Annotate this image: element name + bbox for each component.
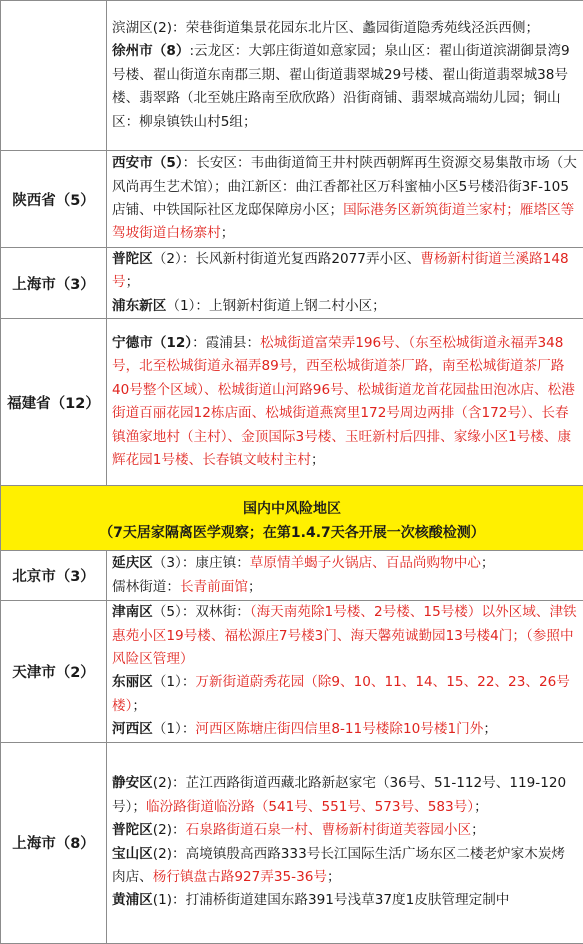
area-paragraph — [112, 843, 577, 890]
highlighted-area-text: 杨行镇盘古路927弄35-36号 — [153, 869, 327, 885]
district-label: 西安市（5） — [112, 155, 183, 171]
area-text: (2)：芷江西路街道西藏北路新赵家宅（36号、51-112号、119-120号）； — [112, 775, 566, 814]
area-text: ； — [481, 555, 495, 571]
area-paragraph — [112, 718, 577, 741]
area-list-cell — [107, 551, 583, 601]
table-row — [1, 601, 583, 742]
district-label: 河西区 — [112, 721, 153, 737]
table-row — [1, 1, 583, 151]
table-row — [1, 151, 583, 248]
highlighted-area-text: 河西区陈塘庄街四信里8-11号楼除10号楼1门外 — [195, 721, 483, 737]
area-paragraph — [112, 248, 577, 295]
district-label: 普陀区 — [112, 251, 153, 267]
table-row — [1, 742, 583, 943]
district-label: 静安区 — [112, 775, 153, 791]
province-cell: 福建省（12） — [1, 319, 107, 486]
header-subtitle: （7天居家隔离医学观察；在第1.4.7天各开展一次核酸检测） — [1, 521, 583, 545]
district-label: 津南区 — [112, 604, 153, 620]
area-text: （1）： — [153, 674, 196, 690]
district-label: 徐州市（8） — [112, 43, 189, 59]
area-text: ； — [132, 698, 146, 714]
area-list-cell — [107, 151, 583, 248]
province-cell: 上海市（8） — [1, 742, 107, 943]
area-text: ； — [483, 721, 497, 737]
area-text: ； — [327, 869, 341, 885]
area-paragraph — [112, 819, 577, 842]
area-text: （5）：双林街： — [153, 604, 250, 620]
area-text: （1）： — [153, 721, 196, 737]
table-row — [1, 248, 583, 319]
area-paragraph — [112, 40, 577, 134]
highlighted-area-text: 万新街道蔚秀花园（除9、10、11、14、15、22、23、26号楼） — [112, 674, 570, 713]
area-text: ； — [248, 579, 262, 595]
district-label: 延庆区 — [112, 555, 153, 571]
area-text: （1）：上钢新村街道上钢二村小区； — [166, 298, 385, 314]
area-paragraph — [112, 152, 577, 246]
area-text: ； — [126, 274, 140, 290]
highlighted-area-text: 草原情羊蝎子火锅店、百品尚购物中心 — [250, 555, 481, 571]
highlighted-area-text: 长青前面馆 — [180, 579, 248, 595]
medium-risk-header — [1, 486, 583, 551]
district-label: 东丽区 — [112, 674, 153, 690]
area-text: ； — [474, 799, 488, 815]
highlighted-area-text: 松城街道富荣弄196号、（东至松城街道永福弄348号，北至松城街道永福弄89号，西至松城街道茶厂路，南至松城街道茶厂路40号整个区域）、松城街道山河路96号、松城街道龙首花园盐田泡冰店、松港街道百丽花园12栋店面、松城街道燕窝里172号周边两排（含172号）、长春镇渔家地村（主村）、金顶国际3号楼、玉旺新村后四排、家缘小区1号楼、康辉花园1号楼、长春镇文岐村主村 — [112, 335, 575, 468]
area-text: ； — [221, 225, 235, 241]
table-row — [1, 319, 583, 486]
area-paragraph — [112, 552, 577, 575]
table-row — [1, 551, 583, 601]
area-text: 滨湖区(2)：荣巷街道集景花园东北片区、蠡园街道隐秀苑线泾浜西侧； — [112, 20, 539, 36]
district-label: 黄浦区 — [112, 892, 153, 908]
area-paragraph — [112, 671, 577, 718]
highlighted-area-text: （海天南苑除1号楼、2号楼、15号楼）以外区域、津铁惠苑小区19号楼、福松源庄7号楼3门、海天馨苑诚勤园13号楼4门；（参照中风险区管理） — [112, 604, 577, 667]
district-label: 宁德市（12） — [112, 335, 192, 351]
area-paragraph — [112, 889, 577, 912]
area-list-cell — [107, 1, 583, 151]
area-list-cell — [107, 601, 583, 742]
area-text: (2)：高境镇殷高西路333号长江国际生活广场东区二楼老炉家木炭烤肉店、 — [112, 846, 565, 885]
district-label: 宝山区 — [112, 846, 153, 862]
province-cell: 北京市（3） — [1, 551, 107, 601]
area-text: ； — [311, 452, 325, 468]
area-paragraph — [112, 332, 577, 472]
area-list-cell — [107, 319, 583, 486]
area-text: ； — [471, 822, 485, 838]
province-cell: 天津市（2） — [1, 601, 107, 742]
header-title: 国内中风险地区 — [1, 497, 583, 521]
highlighted-area-text: 临汾路街道临汾路（541号、551号、573号、583号） — [146, 799, 474, 815]
area-list-cell — [107, 248, 583, 319]
area-list-cell — [107, 742, 583, 943]
province-cell — [1, 1, 107, 151]
area-text: （2）：长风新村街道光复西路2077弄小区、 — [153, 251, 421, 267]
area-text: 儒林街道： — [112, 579, 180, 595]
highlighted-area-text: 曹杨新村街道兰溪路148号 — [112, 251, 569, 290]
area-text: :云龙区：大郭庄街道如意家园；泉山区：翟山街道滨湖御景湾9号楼、翟山街道东南郡三期、翟山街道翡翠城29号楼、翟山街道翡翠城38号楼、翡翠路（北至姚庄路南至欣欣路）沿街商铺、翡翠城高端幼儿园；铜山区：柳泉镇铁山村5组； — [112, 43, 570, 129]
highlighted-area-text: 国际港务区新筑街道兰家村；雁塔区等驾坡街道白杨寨村 — [112, 202, 574, 241]
area-text: ：霞浦县： — [192, 335, 260, 351]
highlighted-area-text: 石泉路街道石泉一村、曹杨新村街道芙蓉园小区 — [186, 822, 471, 838]
area-paragraph — [112, 17, 577, 40]
area-paragraph — [112, 576, 577, 599]
area-text: (1)：打浦桥街道建国东路391号浅草37度1皮肤管理定制中 — [153, 892, 510, 908]
area-paragraph — [112, 601, 577, 671]
district-label: 普陀区 — [112, 822, 153, 838]
district-label: 浦东新区 — [112, 298, 166, 314]
area-text: ：长安区：韦曲街道简王井村陕西朝辉再生资源交易集散市场（大风尚再生艺术馆）；曲江新区：曲江香都社区万科蜜柚小区5号楼沿街3F-105店铺、中铁国际社区龙邸保障房小区； — [112, 155, 577, 218]
area-paragraph — [112, 772, 577, 819]
medium-risk-header-row — [1, 486, 583, 551]
area-text: (2)： — [153, 822, 186, 838]
area-paragraph — [112, 295, 577, 318]
province-cell: 陕西省（5） — [1, 151, 107, 248]
area-text: （3）：康庄镇： — [153, 555, 250, 571]
province-cell: 上海市（3） — [1, 248, 107, 319]
